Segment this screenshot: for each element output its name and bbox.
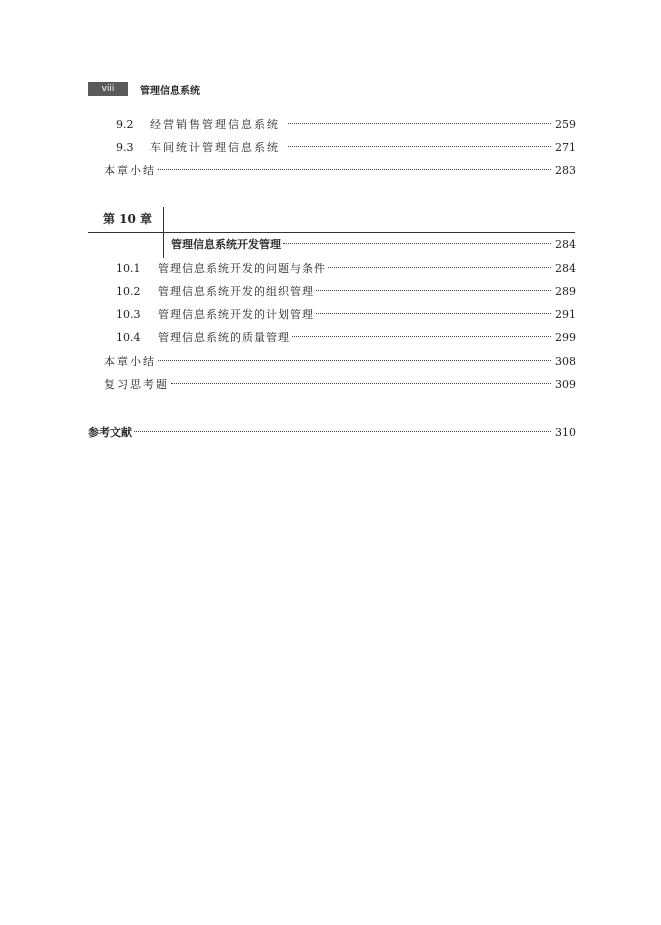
toc-dot-leader — [328, 267, 551, 268]
toc-entry-chapter10-summary[interactable] — [104, 355, 576, 369]
toc-entry-10-3[interactable] — [116, 308, 576, 322]
toc-page-number: 284 — [555, 262, 576, 275]
toc-entry-chapter9-summary[interactable] — [104, 164, 576, 178]
toc-section-title: 管理信息系统的质量管理 — [158, 331, 290, 344]
toc-dot-leader — [158, 169, 551, 170]
toc-section-title: 本章小结 — [104, 355, 156, 368]
toc-section-title: 车间统计管理信息系统 — [150, 141, 280, 154]
toc-section-number: 10.1 — [116, 262, 141, 275]
toc-page-number: 309 — [555, 378, 576, 391]
toc-section-number: 9.2 — [116, 118, 134, 131]
toc-dot-leader — [316, 290, 551, 291]
toc-entry-review-questions[interactable] — [104, 378, 576, 392]
toc-section-title: 复习思考题 — [104, 378, 169, 391]
toc-entry-10-2[interactable] — [116, 285, 576, 299]
toc-dot-leader — [283, 243, 551, 244]
toc-entry-references[interactable] — [88, 426, 576, 440]
toc-dot-leader — [288, 123, 551, 124]
toc-section-title: 管理信息系统开发的组织管理 — [158, 285, 314, 298]
toc-page-number: 283 — [555, 164, 576, 177]
toc-page-number: 271 — [555, 141, 576, 154]
toc-page-number: 308 — [555, 355, 576, 368]
chapter-10-label: 第 10 章 — [103, 212, 153, 226]
toc-entry-9-3[interactable] — [116, 141, 576, 155]
chapter-divider-horizontal — [88, 232, 575, 233]
running-header — [88, 82, 200, 96]
toc-dot-leader — [134, 431, 551, 432]
toc-dot-leader — [292, 336, 551, 337]
toc-page-number: 291 — [555, 308, 576, 321]
toc-dot-leader — [288, 146, 551, 147]
toc-dot-leader — [171, 383, 551, 384]
toc-page-number: 289 — [555, 285, 576, 298]
toc-entry-10-1[interactable] — [116, 262, 576, 276]
toc-section-number: 10.2 — [116, 285, 141, 298]
toc-entry-9-2[interactable] — [116, 118, 576, 132]
toc-section-number: 10.4 — [116, 331, 141, 344]
page-number-badge: viii — [88, 82, 128, 96]
toc-section-number: 10.3 — [116, 308, 141, 321]
toc-section-title: 经营销售管理信息系统 — [150, 118, 280, 131]
toc-entry-10-4[interactable] — [116, 331, 576, 345]
toc-dot-leader — [316, 313, 551, 314]
toc-dot-leader — [158, 360, 551, 361]
toc-entry-chapter-10[interactable] — [171, 238, 576, 252]
toc-section-number: 9.3 — [116, 141, 134, 154]
toc-chapter-title: 管理信息系统开发管理 — [171, 238, 281, 251]
toc-section-title: 本章小结 — [104, 164, 156, 177]
toc-page-number: 310 — [555, 426, 576, 439]
running-header-title: 管理信息系统 — [140, 85, 200, 97]
toc-section-title: 管理信息系统开发的计划管理 — [158, 308, 314, 321]
toc-page-number: 299 — [555, 331, 576, 344]
toc-section-title: 管理信息系统开发的问题与条件 — [158, 262, 326, 275]
toc-references-title: 参考文献 — [88, 426, 132, 439]
toc-page-number: 259 — [555, 118, 576, 131]
toc-page-number: 284 — [555, 238, 576, 251]
